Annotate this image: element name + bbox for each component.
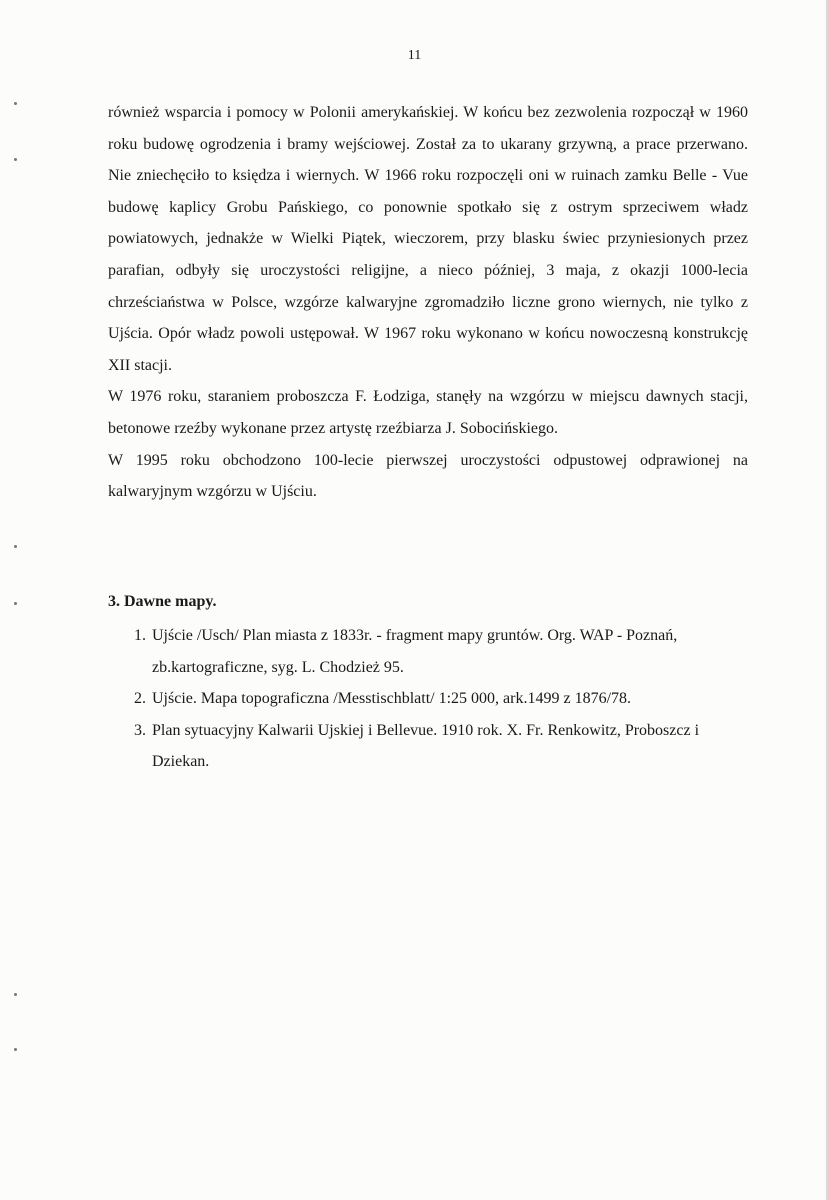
scan-speck: [14, 102, 17, 105]
list-item: [108, 715, 748, 778]
list-item-number: 1.: [134, 627, 146, 644]
list-item-number: 2.: [134, 690, 146, 708]
scan-speck: [14, 158, 17, 161]
list-item: [108, 620, 748, 683]
body-text: [108, 97, 748, 508]
paragraph: W 1976 roku, staraniem proboszcza F. Łodziga, stanęły na wzgórzu w miejscu dawnych stacji, betonowe rzeźby wykonane przez artystę rzeźbiarza J. Sobocińskiego.: [108, 388, 748, 437]
scan-speck: [14, 602, 17, 605]
list-item-text: Plan sytuacyjny Kalwarii Ujskiej i Bellevue. 1910 rok. X. Fr. Renkowitz, Proboszcz i Dziekan.: [152, 721, 700, 771]
scan-speck: [14, 545, 17, 548]
scan-speck: [14, 1048, 17, 1051]
paragraph: również wsparcia i pomocy w Polonii amerykańskiej. W końcu bez zezwolenia rozpoczął w 1960 roku budowę ogrodzenia i bramy wejściowej. Został za to ukarany grzywną, a prace przerwano. Nie zniechęciło to księdza i wiernych. W 1966 roku rozpoczęli oni w ruinach zamku Belle - Vue budowę kaplicy Grobu Pańskiego, co ponownie spotkało się z ostrym sprzeciwem władz powiatowych, jednakże w Wielki Piątek, wieczorem, przy blasku świec przyniesionych przez parafian, odbyły się uroczystości religijne, a nieco później, 3 maja, z okazji 1000-lecia chrześciaństwa w Polsce, wzgórze kalwaryjne zgromadziło liczne grono wiernych, nie tylko z Ujścia. Opór władz powoli ustępował. W 1967 roku wykonano w końcu nowoczesną konstrukcję XII stacji.: [108, 104, 748, 374]
scan-speck: [14, 993, 17, 996]
paragraph: W 1995 roku obchodzono 100-lecie pierwszej uroczystości odpustowej odprawionej na kalwaryjnym wzgórzu w Ujściu.: [108, 451, 748, 501]
list-item-number: 3.: [134, 721, 146, 739]
map-list: [108, 620, 748, 778]
list-item: [108, 683, 748, 715]
list-item-text: Ujście /Usch/ Plan miasta z 1833r. - fragment mapy gruntów. Org. WAP - Poznań, zb.kartograficzne, syg. L. Chodzież 95.: [152, 627, 678, 676]
list-item-text: Ujście. Mapa topograficzna /Messtischblatt/ 1:25 000, ark.1499 z 1876/78.: [152, 690, 632, 708]
page-number: 11: [407, 48, 422, 63]
section-heading: 3. Dawne mapy.: [108, 593, 217, 610]
